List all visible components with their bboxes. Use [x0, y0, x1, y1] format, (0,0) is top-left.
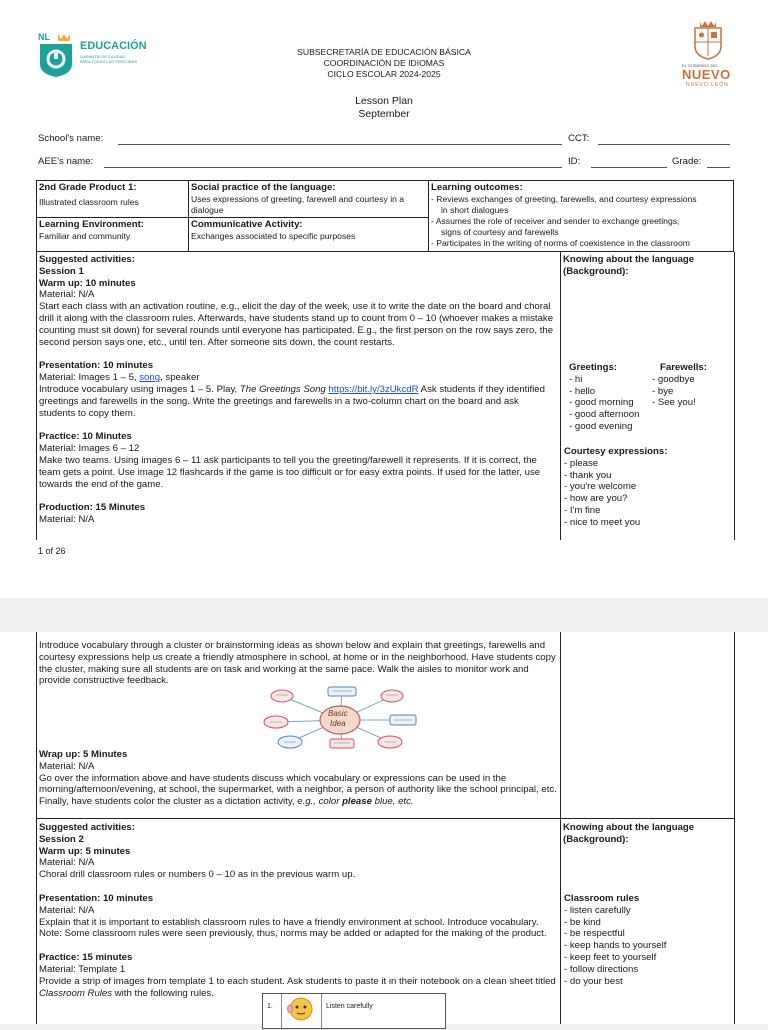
knowing-about-language-1 [560, 252, 734, 280]
subtitle: September [358, 108, 410, 120]
courtesy-title: Courtesy expressions: [564, 446, 668, 457]
warmup-material: Material: N/A [39, 289, 95, 301]
environment-value: Familiar and community [39, 230, 131, 241]
session-1-label: Session 1 [39, 265, 84, 277]
session-2-activities [36, 820, 560, 1001]
courtesy-list [564, 446, 732, 529]
presentation-material: Material: N/A [39, 904, 95, 916]
title: Lesson Plan [355, 95, 413, 107]
wrapup-text: Go over the information above and have students discuss which vocabulary or expressions can be used in the morning/afternoon/evening, at school, the supermarket, with a neighbor, a person of authority like the school principal, etc. Finally, have students color the cluster as a dictation activity, e.g., color please blue, etc. [39, 772, 557, 808]
greeting-item: - good evening [569, 420, 633, 432]
production-title: Production: 15 Minutes [39, 502, 146, 514]
greetings-list [569, 362, 649, 433]
header-line-2: COORDINACIÓN DE IDIOMAS [323, 58, 445, 68]
lesson-plan-title [250, 95, 518, 121]
knowing-title-1: Knowing about the language [563, 254, 695, 265]
header-institution [200, 47, 568, 80]
presentation-title: Presentation: 10 minutes [39, 892, 154, 904]
rule-item: - follow directions [564, 963, 639, 975]
song-link[interactable]: song [139, 372, 161, 384]
presentation-material: Material: Images 1 – 5, song, speaker [39, 372, 200, 384]
greeting-item: - hello [569, 385, 596, 397]
outcome-1b: in short dialogues [441, 204, 509, 215]
environment-cell [36, 217, 188, 244]
crest-caption-2: NUEVO [682, 67, 731, 82]
farewell-item: - See you! [652, 397, 696, 409]
session-1-activities [36, 252, 560, 528]
rule-item: - do your best [564, 975, 623, 987]
id-label: ID: [568, 156, 581, 167]
practice-text: Make two teams. Using images 6 – 11 ask participants to tell you the greeting/farewell it represents. If it is correct, the team gets a point. Use image 12 flashcards if the game is too difficult or for easy extra points. If used for the latter, use towards the end of the game. [39, 454, 541, 490]
farewells-list [652, 362, 732, 409]
courtesy-item: - thank you [564, 469, 612, 481]
cct-field[interactable] [598, 144, 730, 145]
header-line-1: SUBSECRETARÍA DE EDUCACIÓN BÁSICA [297, 47, 471, 57]
rule-item: - keep feet to yourself [564, 951, 657, 963]
product-title: 2nd Grade Product 1: [39, 182, 137, 193]
production-material: Material: N/A [39, 514, 95, 526]
outcomes-title: Learning outcomes: [431, 182, 523, 193]
presentation-title: Presentation: 10 minutes [39, 360, 154, 372]
knowing-title-1: Knowing about the language [563, 822, 695, 833]
education-logo [36, 30, 146, 80]
greeting-item: - good afternoon [569, 409, 640, 421]
aee-name-field[interactable] [104, 167, 562, 168]
practice-material: Material: Images 6 – 12 [39, 443, 140, 455]
header-line-3: CICLO ESCOLAR 2024-2025 [327, 69, 441, 79]
farewell-item: - goodbye [652, 373, 695, 385]
warmup-title: Warm up: 10 minutes [39, 277, 136, 289]
presentation-text: Explain that it is important to establish classroom rules to have a friendly environment at school. Introduce vocabulary. Note: Some classroom rules were seen previously, thus, norms may be added or adapted for the making of the product. [39, 916, 547, 940]
courtesy-item: - please [564, 457, 599, 469]
practice-title: Practice: 15 minutes [39, 952, 133, 964]
cluster-illustration [262, 686, 418, 750]
song-url-link[interactable]: https://bit.ly/3zUkcdR [328, 383, 419, 395]
greeting-item: - hi [569, 373, 583, 385]
warmup-title: Warm up: 5 minutes [39, 845, 131, 857]
wrapup-title: Wrap up: 5 Minutes [39, 749, 128, 760]
outcome-2b: signs of courtesy and farewells [441, 226, 559, 237]
grade-field[interactable] [707, 167, 730, 168]
grade-label: Grade: [672, 156, 702, 167]
id-field[interactable] [591, 167, 667, 168]
wrapup-material: Material: N/A [39, 760, 95, 772]
song-title: The Greetings Song [239, 383, 326, 395]
page-number: 1 of 26 [38, 546, 66, 556]
knowing-title-2: (Background): [563, 833, 629, 845]
rule-item: - listen carefully [564, 904, 631, 916]
courtesy-item: - I'm fine [564, 504, 601, 516]
courtesy-item: - you're welcome [564, 481, 637, 493]
logo-tagline-1: GARANTÍA DE CALIDAD [80, 54, 126, 59]
communicative-title: Communicative Activity: [191, 219, 303, 230]
farewells-title: Farewells: [660, 362, 707, 373]
greetings-title: Greetings: [569, 362, 617, 373]
classroom-rules-title: Classroom rules [564, 893, 640, 904]
communicative-cell [188, 217, 428, 244]
social-practice-title: Social practice of the language: [191, 182, 336, 193]
farewell-item: - bye [652, 385, 674, 397]
rule-item: - keep hands to yourself [564, 940, 667, 952]
communicative-value: Exchanges associated to specific purposes [191, 230, 356, 241]
knowing-title-2: (Background): [563, 265, 629, 277]
rule-item: - be respectful [564, 928, 625, 940]
crest-caption-3: NUEVO LEÓN [686, 82, 729, 88]
presentation-text: Introduce vocabulary using images 1 – 5. Play, The Greetings Song https://bit.ly/3zUkcdR Ask students if they identified greetings and farewells in the song. Write the greetings and farewells in a two-column chart on the board and ask students to copy them. [39, 383, 545, 419]
product-cell [36, 180, 188, 210]
warmup-material: Material: N/A [39, 857, 95, 869]
cluster-instructions [36, 638, 560, 689]
knowing-about-language-2 [560, 820, 734, 848]
logo-tagline-2: PARA TODAS LAS PERSONAS [80, 59, 138, 64]
outcome-3: - Participates in the writing of norms of coexistence in the classroom [431, 237, 690, 248]
session-2-label: Session 2 [39, 833, 84, 845]
aee-name-label: AEE's name: [38, 156, 94, 167]
nuevo-leon-crest [678, 20, 740, 90]
template-number: 1. [267, 1003, 273, 1010]
social-practice-cell [188, 180, 428, 218]
cluster-label-2: Idea [330, 719, 346, 728]
logo-education-text: EDUCACIÓN [80, 40, 147, 52]
warmup-text: Choral drill classroom rules or numbers 0 – 10 as in the previous warm up. [39, 869, 356, 881]
school-name-label: School's name: [38, 133, 104, 144]
cluster-label-1: Basic [328, 709, 348, 718]
practice-title: Practice: 10 Minutes [39, 431, 132, 443]
cct-label: CCT: [568, 133, 590, 144]
brainstorm-cluster-icon [262, 686, 418, 750]
suggested-activities-title: Suggested activities: [39, 822, 135, 833]
listening-face-icon [287, 996, 315, 1022]
school-name-field[interactable] [118, 144, 562, 145]
product-value: Illustrated classroom rules [39, 196, 139, 207]
practice-text: Provide a strip of images from template 1 to each student. Ask students to paste it in their notebook on a clean sheet titled Classroom Rules with the following rules. [39, 975, 556, 999]
greeting-item: - good morning [569, 397, 634, 409]
outcomes-cell [428, 180, 734, 251]
social-practice-value: Uses expressions of greeting, farewell and courtesy in a dialogue [191, 193, 405, 215]
template-text: Listen carefully [326, 1003, 373, 1010]
logo-nl-text: NL [38, 32, 50, 42]
environment-title: Learning Environment: [39, 219, 145, 230]
outcome-1a: - Reviews exchanges of greeting, farewells, and courtesy expressions [431, 193, 697, 204]
warmup-text: Start each class with an activation routine, e.g., elicit the day of the week, use it to write the date on the board and choral drill it along with the classroom rules. Afterwards, have students stand up to count from 0 – 10 (whoever makes a mistake counting must sit down) for several rounds until everyone has participated. E.g., the first person on the row says zero, the second person says one, etc., until ten. After someone sits down, the count restarts. [39, 301, 554, 348]
outcome-2a: - Assumes the role of receiver and sender to exchange greetings, [431, 215, 680, 226]
suggested-activities-title: Suggested activities: [39, 254, 135, 265]
practice-material: Material: Template 1 [39, 963, 126, 975]
courtesy-item: - nice to meet you [564, 516, 641, 528]
crest-icon [692, 20, 724, 60]
cluster-intro-text: Introduce vocabulary through a cluster or brainstorming ideas as shown below and explain that greetings, farewells and courtesy expressions help us create a friendly atmosphere in school, at home or in the neighborhood. Have students copy the cluster, making sure all students are on task and working at the same pace. Walk the aisles to monitor work and provide constructive feedback. [39, 640, 556, 687]
wrapup-section [36, 747, 560, 810]
crest-caption-1: EL GOBIERNO DEL [682, 63, 719, 68]
courtesy-item: - how are you? [564, 493, 628, 505]
rule-item: - be kind [564, 916, 601, 928]
classroom-rules-list [564, 893, 732, 987]
